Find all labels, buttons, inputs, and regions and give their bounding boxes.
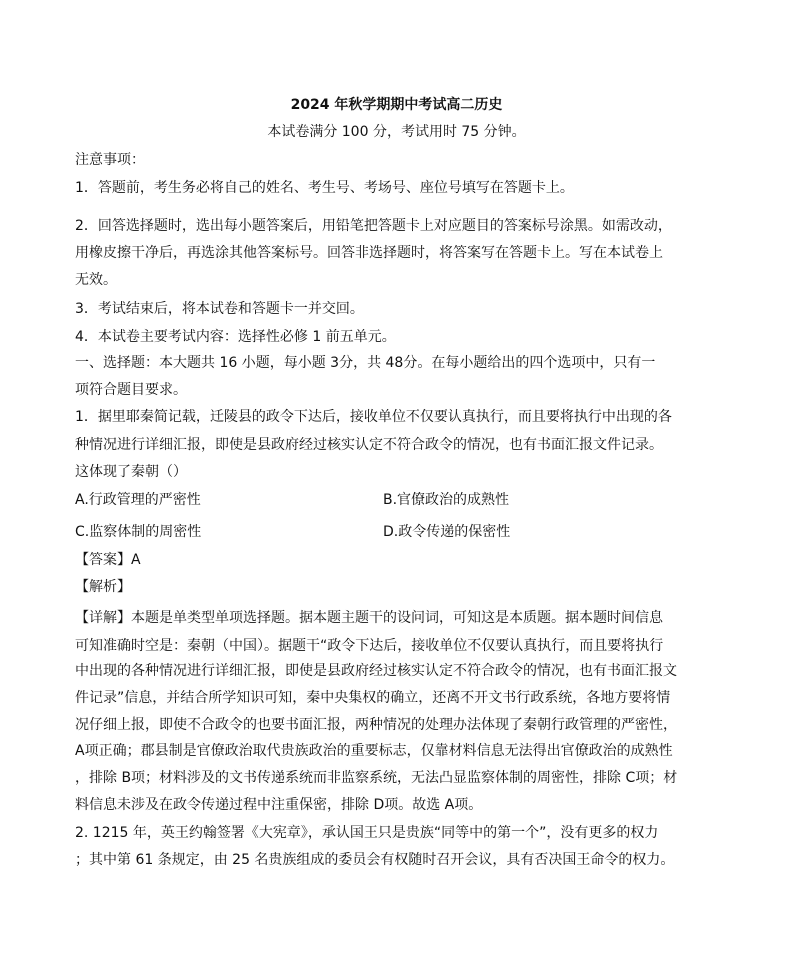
detail-line: A项正确；郡县制是官僚政治取代贵族政治的重要标志，仅靠材料信息无法得出官僚政治的成熟性 [75, 743, 673, 759]
notice-line: 无效。 [75, 272, 117, 288]
notice-line: 4．本试卷主要考试内容：选择性必修 1 前五单元。 [75, 329, 396, 345]
detail-line: 况仔细上报，即使不合政令的也要书面汇报，两种情况的处理办法体现了秦朝行政管理的严密性， [75, 717, 677, 733]
option-c: C.监察体制的周密性 [75, 524, 202, 540]
notice-line: 用橡皮擦干净后，再选涂其他答案标号。回答非选择题时，将答案写在答题卡上。写在本试卷上 [75, 245, 663, 261]
option-d: D.政令传递的保密性 [383, 524, 511, 540]
answer-line: 【答案】A [75, 552, 141, 568]
detail-line: 【详解】本题是单类型单项选择题。据本题主题干的设问词，可知这是本质题。据本题时间信息 [75, 610, 663, 626]
exam-subtitle: 本试卷满分 100 分，考试用时 75 分钟。 [267, 124, 526, 140]
detail-line: 可知准确时空是：秦朝（中国）。据题干“政令下达后，接收单位不仅要认真执行，而且要将执行 [75, 638, 664, 654]
option-b: B.官僚政治的成熟性 [383, 492, 510, 508]
question-2-stem-line: ；其中第 61 条规定，由 25 名贵族组成的委员会有权随时召开会议，具有否决国王命令的权力。 [75, 852, 675, 868]
detail-line: 中出现的各种情况进行详细汇报，即使是县政府经过核实认定不符合政令的情况，也有书面汇报文 [75, 663, 677, 679]
notice-line: 2．回答选择题时，选出每小题答案后，用铅笔把答题卡上对应题目的答案标号涂黑。如需改动， [75, 218, 672, 234]
detail-line: 料信息未涉及在政令传递过程中注重保密，排除 D项。故选 A项。 [75, 797, 483, 813]
detail-line: 件记录”信息，并结合所学知识可知，秦中央集权的确立，还离不开文书行政系统，各地方要将情 [75, 690, 671, 706]
detail-line: ，排除 B项；材料涉及的文书传递系统而非监察系统，无法凸显监察体制的周密性，排除 C项；材 [75, 770, 678, 786]
option-a: A.行政管理的严密性 [75, 492, 201, 508]
section-heading-line: 一、选择题：本大题共 16 小题，每小题 3分，共 48分。在每小题给出的四个选项中，只有一 [75, 355, 656, 371]
question-1-stem-line: 这体现了秦朝（） [75, 464, 187, 480]
notice-heading: 注意事项： [75, 152, 145, 168]
question-1-stem-line: 种情况进行详细汇报，即使是县政府经过核实认定不符合政令的情况，也有书面汇报文件记录。 [75, 437, 663, 453]
analysis-heading: 【解析】 [75, 579, 131, 595]
notice-line: 1．答题前，考生务必将自己的姓名、考生号、考场号、座位号填写在答题卡上。 [75, 180, 574, 196]
question-1-stem-line: 1．据里耶秦简记载，迁陵县的政令下达后，接收单位不仅要认真执行，而且要将执行中出现的各 [75, 409, 672, 425]
question-2-stem-line: 2. 1215 年，英王约翰签署《大宪章》，承认国王只是贵族“同等中的第一个”，没有更多的权力 [75, 825, 659, 841]
section-heading-line: 项符合题目要求。 [75, 382, 187, 398]
exam-title: 2024 年秋学期期中考试高二历史 [290, 97, 503, 113]
notice-line: 3．考试结束后，将本试卷和答题卡一并交回。 [75, 301, 364, 317]
